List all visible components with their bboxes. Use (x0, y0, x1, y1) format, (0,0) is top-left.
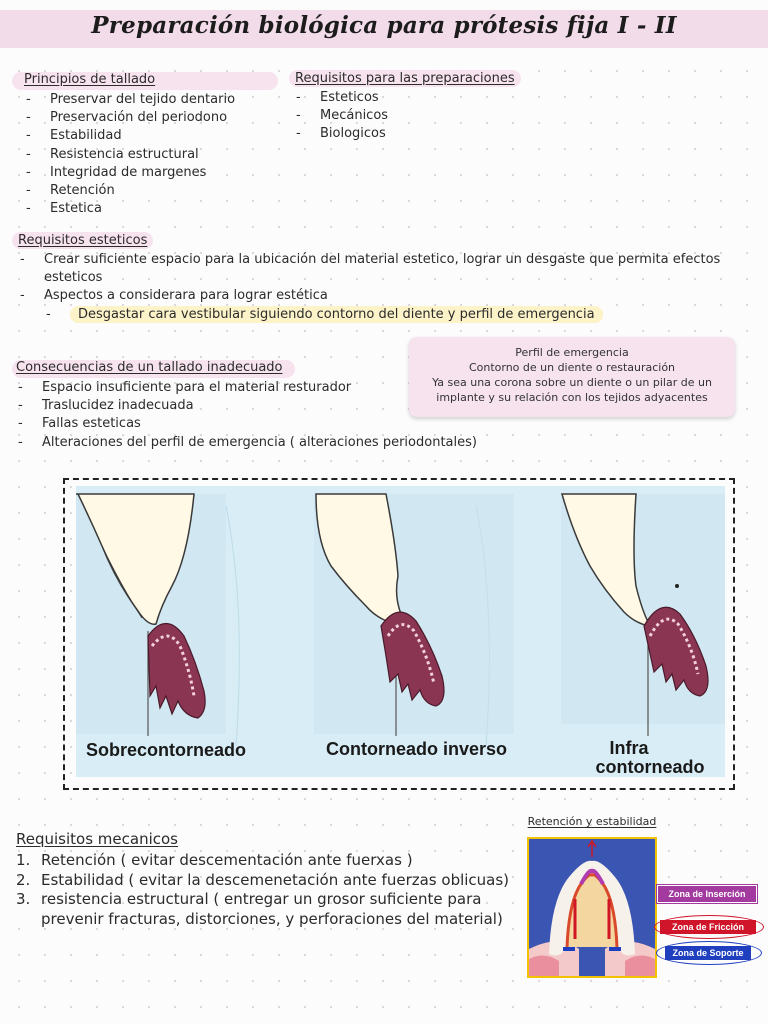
panel-contorneado-inverso (314, 494, 514, 736)
panel-sobrecontorneado (76, 494, 226, 736)
note-line: Contorno de un diente o restauración (468, 361, 676, 374)
page-title: Preparación biológica para prótesis fija I - II (91, 12, 677, 39)
list-item (16, 851, 509, 871)
note-line: Ya sea una corona sobre un diente o un pilar de un (432, 376, 712, 389)
item-number: 3. (16, 890, 31, 908)
list-item: - Integridad de margenes (24, 164, 235, 182)
item-number: 2. (16, 870, 31, 889)
list-item: - Alteraciones del perfil de emergencia ( alteraciones periodontales) (16, 434, 477, 452)
label-infra: Infra (609, 738, 649, 758)
list-item (16, 890, 509, 910)
item-text: prevenir fracturas, distorciones, y perforaciones del material) (41, 909, 503, 928)
list-item: - Resistencia estructural (24, 146, 235, 164)
retencion-caption: Retención y estabilidad (527, 815, 657, 828)
list-item: - Preservar del tejido dentario (24, 91, 235, 109)
contour-figure (76, 486, 725, 777)
requisitos-prep-list (294, 89, 388, 144)
item-number: 1. (16, 851, 31, 869)
principios-list (24, 91, 235, 218)
req-esteticos-list (18, 251, 758, 324)
item-text: Retención ( evitar descementación ante fuerxas ) (41, 851, 413, 869)
list-item: - Preservación del periodono (24, 109, 235, 127)
label-contorneado-inverso: Contorneado inverso (326, 739, 508, 759)
zona-insercion-label: Zona de Inserción (657, 885, 757, 903)
list-item: - Crear suficiente espacio para la ubicación del material estetico, lograr un desgaste que permita efectos esteticos (18, 251, 758, 287)
list-item: - Traslucidez inadecuada (16, 397, 477, 415)
list-item: - Aspectos a considerara para lograr estética (18, 287, 758, 305)
consecuencias-heading: Consecuencias de un tallado inadecuado (16, 360, 283, 375)
req-esteticos-heading: Requisitos esteticos (12, 232, 153, 249)
zona-friccion-label: Zona de Fricción (659, 919, 757, 935)
item-text: Estabilidad ( evitar la descemenetación ante fuerzas oblicuas) (41, 870, 510, 889)
zona-friccion-ellipse (654, 915, 764, 939)
label-sobrecontorneado: Sobrecontorneado (86, 740, 247, 760)
list-item: - Espacio insuficiente para el material resturador (16, 379, 477, 397)
panel-infra-contorneado (561, 494, 725, 736)
mecanicos-list (16, 851, 509, 929)
label-contorneado: contorneado (595, 757, 705, 777)
list-item: - Biologicos (294, 125, 388, 143)
zona-soporte-label: Zona de Soporte (664, 945, 752, 961)
note-line: Perfil de emergencia (515, 346, 629, 359)
principios-heading: Principios de tallado (24, 72, 156, 87)
retencion-figure (527, 837, 657, 978)
item-text: resistencia estructural ( entregar un grosor suficiente para (41, 890, 482, 908)
mecanicos-heading: Requisitos mecanicos (16, 830, 178, 848)
contour-illustration (76, 486, 725, 777)
list-item: - Mecánicos (294, 107, 388, 125)
zona-soporte-ellipse (656, 941, 762, 965)
tooth-crown-illustration (529, 839, 655, 976)
list-item-continuation (16, 910, 509, 930)
list-item: - Estabilidad (24, 127, 235, 145)
list-item: - Esteticos (294, 89, 388, 107)
perfil-emergencia-note (409, 337, 735, 417)
list-item: - Fallas esteticas (16, 415, 477, 433)
consecuencias-list (16, 379, 477, 452)
list-item (16, 871, 509, 891)
requisitos-prep-heading: Requisitos para las preparaciones (289, 70, 521, 87)
list-subitem (18, 306, 758, 324)
note-line: implante y su relación con los tejidos adyacentes (436, 391, 708, 404)
highlighted-text: Desgastar cara vestibular siguiendo contorno del diente y perfil de emergencia (70, 306, 603, 323)
list-item: - Estetica (24, 200, 235, 218)
list-item: - Retención (24, 182, 235, 200)
